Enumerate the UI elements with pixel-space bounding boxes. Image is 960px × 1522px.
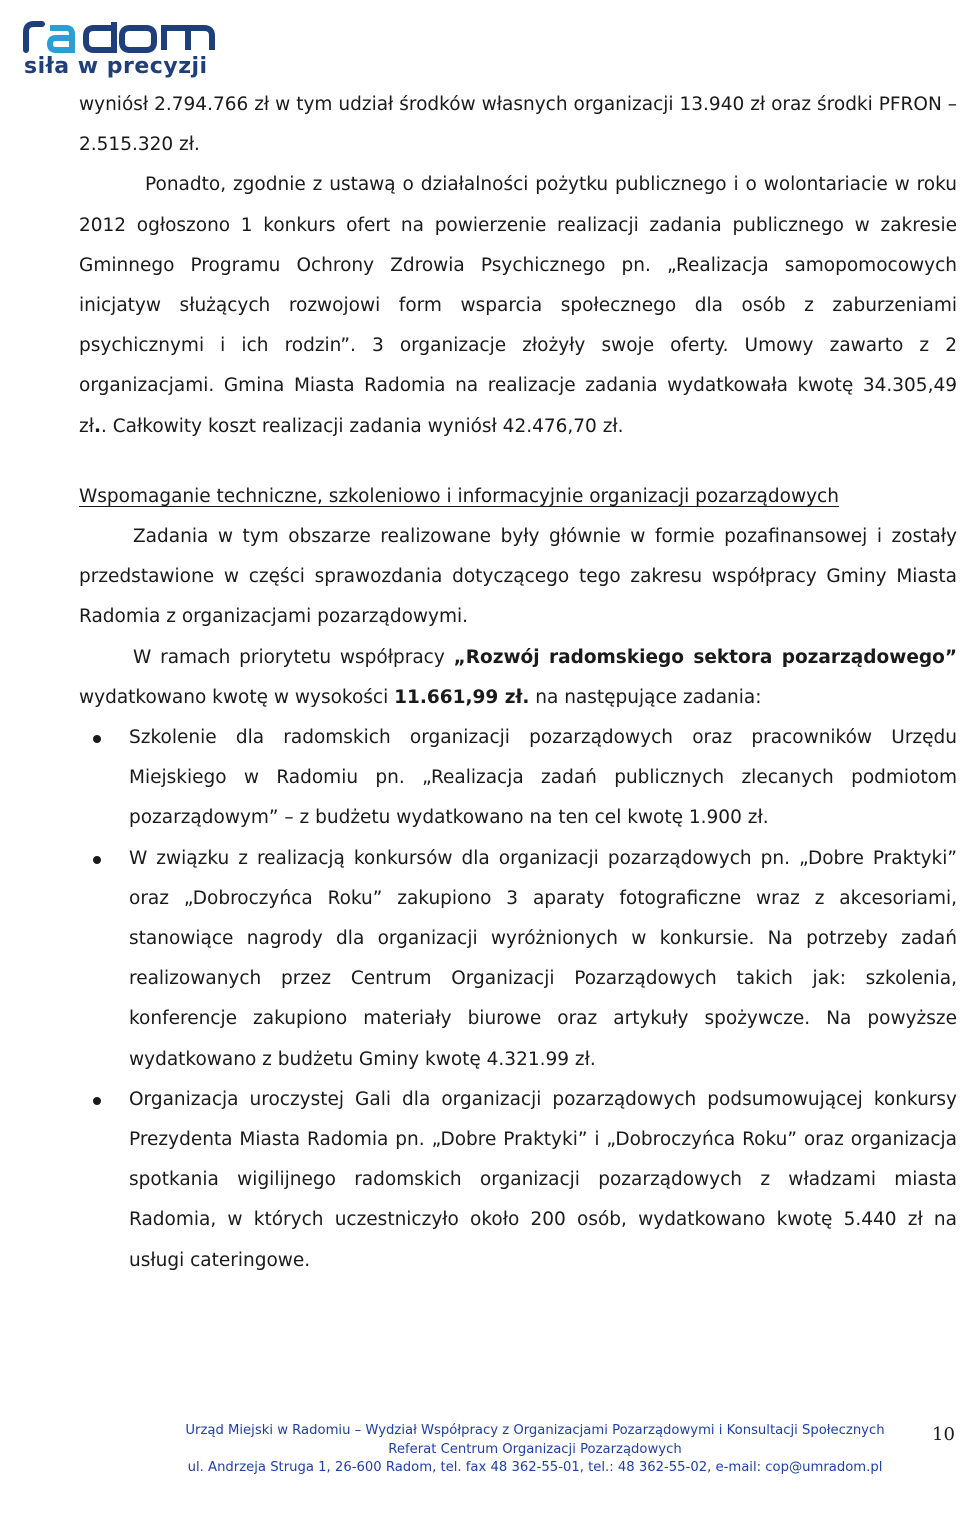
footer-line-2: Referat Centrum Organizacji Pozarządowych [388,1441,682,1457]
list-item [79,1080,957,1281]
document-body [79,85,957,1281]
paragraph-4-intro: W ramach priorytetu współpracy [133,646,454,668]
paragraph-4-end: na następujące zadania: [529,686,762,708]
paragraph-2-bold-dot: . [93,415,101,437]
logo-tagline: siła w precyzji [24,54,208,79]
paragraph-2 [79,165,957,446]
paragraph-4 [79,638,957,718]
priority-name: „Rozwój radomskiego sektora pozarządowego” [453,646,957,668]
page-number: 10 [932,1424,955,1445]
bullet-icon [93,856,101,864]
paragraph-2-tail: . Całkowity koszt realizacji zadania wyniósł 42.476,70 zł. [101,415,624,437]
list-item [79,718,957,839]
bullet-icon [93,735,101,743]
list-item-text: Organizacja uroczystej Gali dla organizacji pozarządowych podsumowującej konkursy Prezydenta Miasta Radomia pn. „Dobre Praktyki” i „Dobroczyńca Roku” oraz organizacja spotkania wigilijnego radomskich organizacji pozarządowych z władzami miasta Radomia, w których uczestniczyło około 200 osób, wydatkowano kwotę 5.440 zł na usługi cateringowe. [129,1088,957,1271]
list-item [79,839,957,1080]
bullet-icon [93,1097,101,1105]
list-item-text: Szkolenie dla radomskich organizacji pozarządowych oraz pracowników Urzędu Miejskiego w Radomiu pn. „Realizacja zadań publicznych zlecanych podmiotom pozarządowym” – z budżetu wydatkowano na ten cel kwotę 1.900 zł. [129,727,957,829]
section-heading: Wspomaganie techniczne, szkoleniowo i informacyjnie organizacji pozarządowych [79,485,839,507]
total-amount: 11.661,99 zł. [394,686,530,708]
task-list [79,718,957,1281]
paragraph-4-mid: wydatkowano kwotę w wysokości [79,686,395,708]
page-footer [170,1422,900,1478]
footer-line-1: Urząd Miejski w Radomiu – Wydział Współpracy z Organizacjami Pozarządowymi i Konsultacji Społecznych [185,1423,885,1438]
paragraph-3: Zadania w tym obszarze realizowane były głównie w formie pozafinansowej i zostały przedstawione w części sprawozdania dotyczącego tego zakresu współpracy Gminy Miasta Radomia z organizacjami pozarządowymi. [79,526,957,628]
paragraph-2-main: Ponadto, zgodnie z ustawą o działalności pożytku publicznego i o wolontariacie w roku 2012 ogłoszono 1 konkurs ofert na powierzenie realizacji zadania publicznego w zakresie Gminnego Programu Ochrony Zdrowia Psychicznego pn. „Realizacja samopomocowych inicjatyw służących rozwojowi form wsparcia społecznego dla osób z zaburzeniami psychicznymi i ich rodzin”. 3 organizacje złożyły swoje oferty. Umowy zawarto z 2 organizacjami. Gmina Miasta Radomia na realizacje zadania wydatkowała kwotę 34.305,49 zł [79,174,957,437]
list-item-text: W związku z realizacją konkursów dla organizacji pozarządowych pn. „Dobre Praktyki” oraz „Dobroczyńca Roku” zakupiono 3 aparaty fotograficzne wraz z akcesoriami, stanowiące nagrody dla organizacji wyróżnionych w konkursie. Na potrzeby zadań realizowanych przez Centrum Organizacji Pozarządowych takich jak: szkolenia, konferencje zakupiono materiały biurowe oraz artykuły spożywcze. Na powyższe wydatkowano z budżetu Gminy kwotę 4.321.99 zł. [129,847,957,1070]
radom-logo [22,20,222,82]
paragraph-1: wyniósł 2.794.766 zł w tym udział środków własnych organizacji 13.940 zł oraz środki PFRON – 2.515.320 zł. [79,94,957,156]
footer-line-3: ul. Andrzeja Struga 1, 26-600 Radom, tel. fax 48 362-55-01, tel.: 48 362-55-02, e-mail: cop@umradom.pl [187,1460,883,1475]
